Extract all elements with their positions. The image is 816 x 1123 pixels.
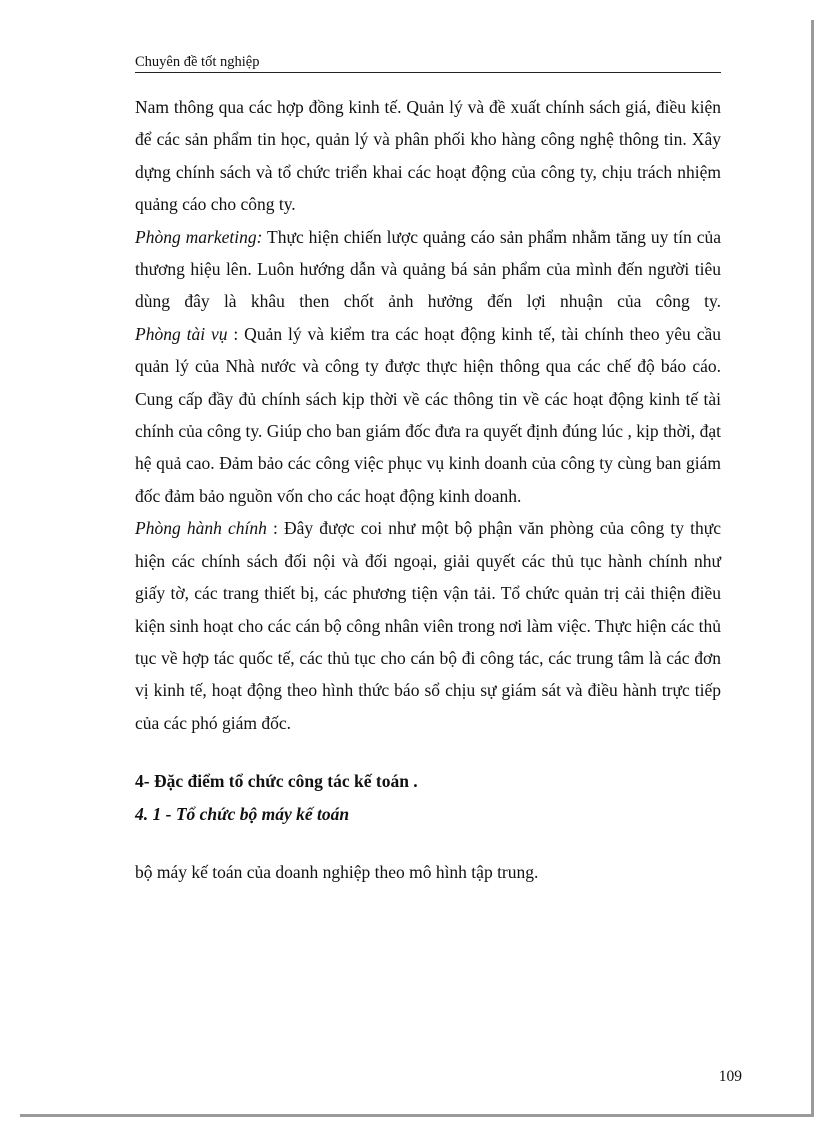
paragraph-intro: Nam thông qua các hợp đồng kinh tế. Quản lý và đề xuất chính sách giá, điều kiện để các sản phẩm tin học, quản lý và phân phối kho hàng công nghệ thông tin. Xây dựng chính sách và tổ chức triển khai các hoạt động của công ty, chịu trách nhiệm quảng cáo cho công ty. — [135, 97, 721, 215]
finance-body: : Quản lý và kiểm tra các hoạt động kinh tế, tài chính theo yêu cầu quản lý của Nhà nước và công ty được thực hiện thông qua các chế độ báo cáo. Cung cấp đầy đủ chính sách kịp thời về các thông tin về các hoạt động kinh tế tài chính của công ty. Giúp cho ban giám đốc đưa ra quyết định đúng lúc , kịp thời, đạt hệ quả cao. Đảm bảo các công việc phục vụ kinh doanh của công ty cùng ban giám đốc đảm bảo nguồn vốn cho các hoạt động kinh doanh. — [135, 323, 721, 506]
page-number: 109 — [718, 1068, 742, 1085]
section-text: bộ máy kế toán của doanh nghiệp theo mô hình tập trung. — [135, 861, 539, 882]
spacer — [135, 830, 721, 856]
header-title: Chuyên đề tốt nghiệp — [135, 54, 260, 70]
marketing-lead: Phòng marketing: — [135, 226, 263, 247]
admin-lead: Phòng hành chính — [135, 518, 267, 539]
paragraph-finance — [135, 318, 721, 512]
page-shadow-right — [811, 20, 814, 1115]
marketing-body: Thực hiện chiến lược quảng cáo sản phẩm nhằm tăng uy tín của thương hiệu lên. Luôn hướng dẫn và quảng bá sản phẩm của mình đến người tiêu dùng đây là khâu then chốt ảnh hưởng đến lợi nhuận của công ty. — [135, 226, 721, 312]
page-header — [135, 54, 721, 73]
page-shadow-bottom — [20, 1114, 814, 1117]
spacer — [135, 739, 721, 765]
admin-body: : Đây được coi như một bộ phận văn phòng của công ty thực hiện các chính sách đối nội và đối ngoại, giải quyết các thủ tục hành chính như giấy tờ, các trang thiết bị, các phương tiện vận tải. Tổ chức quản trị cải thiện điều kiện sinh hoạt cho các cán bộ công nhân viên trong nơi làm việc. Thực hiện các thủ tục về hợp tác quốc tế, các thủ tục cho cán bộ đi công tác, các trung tâm là các đơn vị kinh tế, hoạt động theo hình thức báo sổ chịu sự giám sát và điều hành trực tiếp của các phó giám đốc. — [135, 518, 721, 733]
document-body — [135, 91, 721, 888]
paragraph-marketing — [135, 221, 721, 318]
paragraph-admin — [135, 512, 721, 739]
finance-lead: Phòng tài vụ — [135, 323, 228, 344]
section-subheading: 4. 1 - Tổ chức bộ máy kế toán — [135, 803, 350, 824]
section-heading: 4- Đặc điểm tổ chức công tác kế toán . — [135, 771, 418, 792]
